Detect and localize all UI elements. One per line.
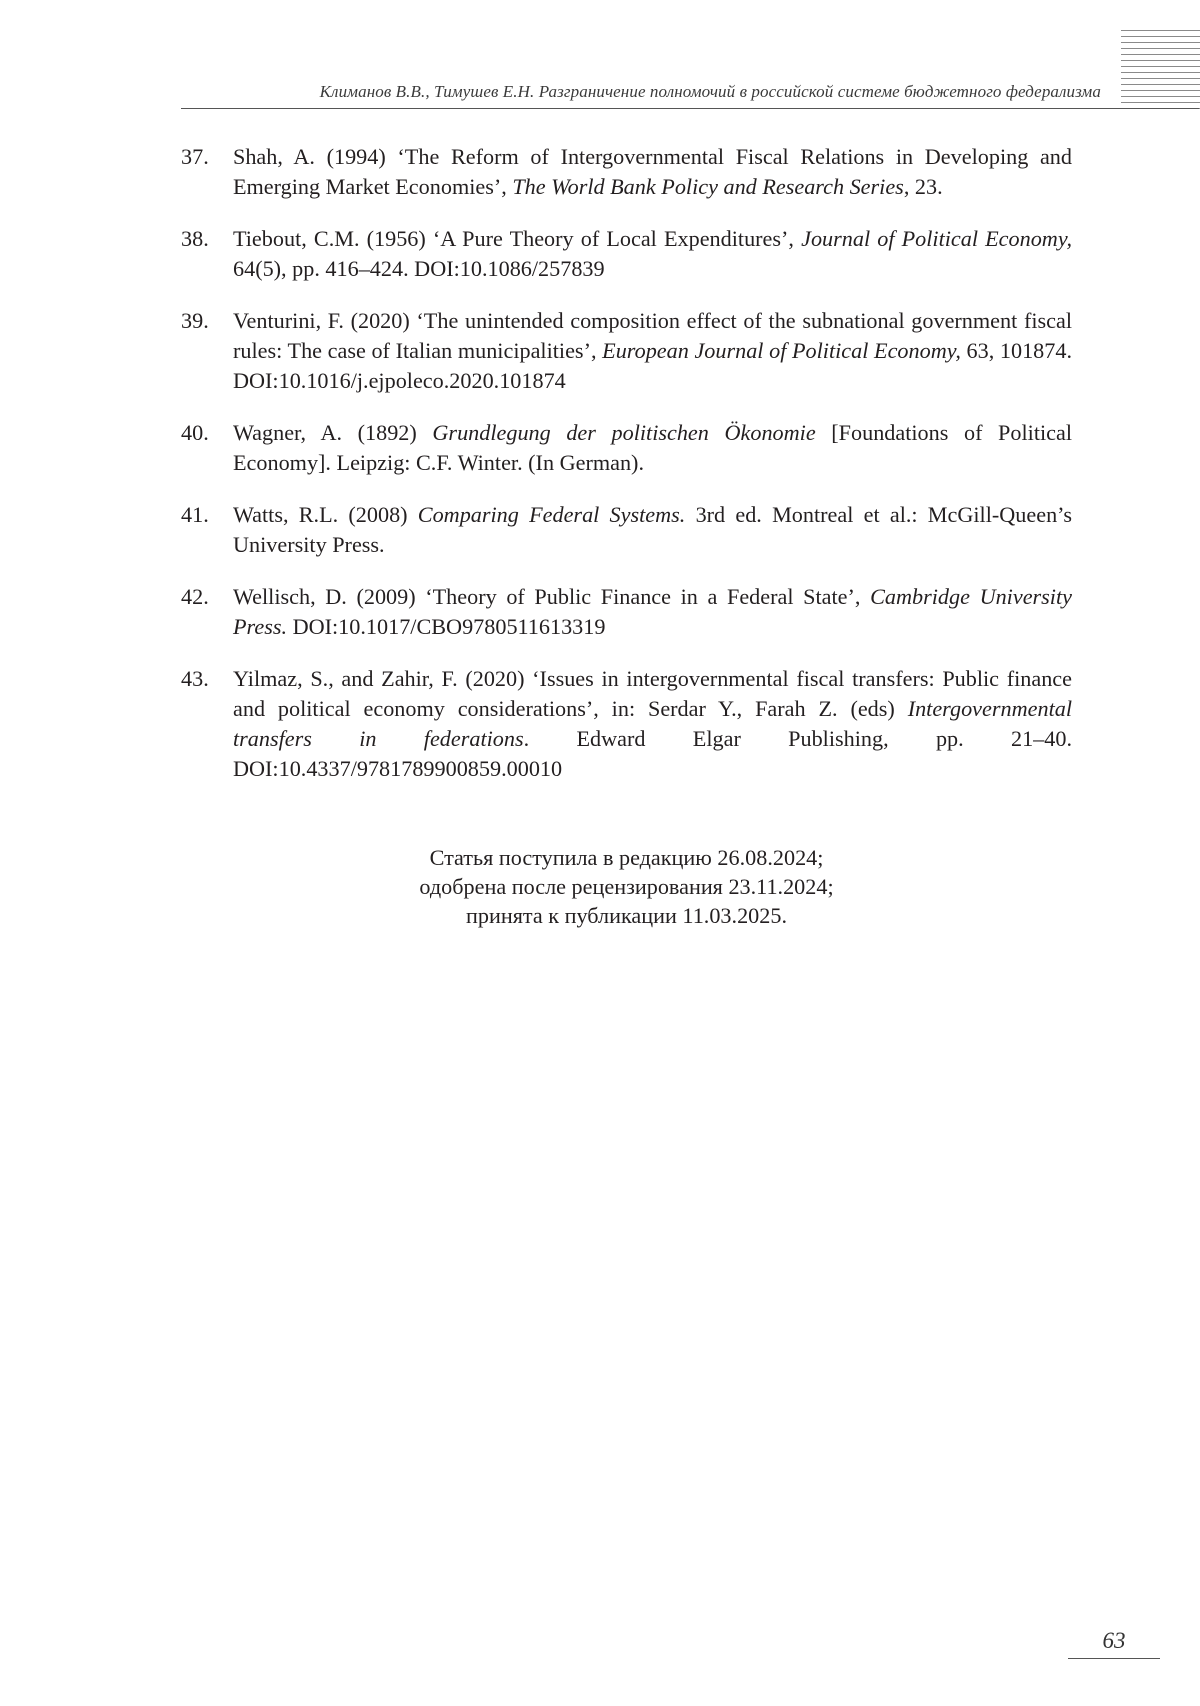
article-history-notice [181,843,1072,930]
header-stripes-decoration [1121,30,1200,110]
reference-text: Yilmaz, S., and Zahir, F. (2020) ‘Issues in intergovernmental fiscal transfers: Public finance and political economy considerations’, in: Serdar Y., Farah Z. (eds) Intergovernmental transfers in federations. Edward Elgar Publishing, pp. 21–40. DOI:10.4337/9781789900859.00010 [233,666,1073,781]
reviewed-date-line: одобрена после рецензирования 23.11.2024; [419,874,834,899]
reference-list [181,142,1072,806]
reference-number: 43. [181,666,209,691]
reference-item [181,418,1072,478]
running-head: Климанов В.В., Тимушев Е.Н. Разграничение полномочий в российской системе бюджетного федерализма [319,82,1101,101]
reference-text: Wagner, A. (1892) Grundlegung der politischen Ökonomie [Foundations of Political Economy]. Leipzig: C.F. Winter. (In German). [233,420,1073,475]
reference-item [181,224,1072,284]
reference-item [181,500,1072,560]
page-number-rule [1068,1658,1160,1659]
reference-number: 37. [181,144,209,169]
reference-number: 41. [181,502,209,527]
page-number: 63 [1102,1628,1126,1653]
reference-number: 38. [181,226,209,251]
accepted-date-line: принята к публикации 11.03.2025. [466,903,787,928]
reference-number: 40. [181,420,209,445]
reference-item [181,142,1072,202]
reference-item [181,582,1072,642]
reference-number: 42. [181,584,209,609]
reference-text: Shah, A. (1994) ‘The Reform of Intergovernmental Fiscal Relations in Developing and Emerging Market Economies’, The World Bank Policy and Research Series, 23. [233,144,1072,199]
reference-text: Watts, R.L. (2008) Comparing Federal Systems. 3rd ed. Montreal et al.: McGill-Queen’s University Press. [233,502,1072,557]
reference-item [181,664,1072,784]
reference-number: 39. [181,308,209,333]
reference-text: Venturini, F. (2020) ‘The unintended composition effect of the subnational government fiscal rules: The case of Italian municipalities’, European Journal of Political Economy, 63, 101874. DOI:10.1016/j.ejpoleco.2020.101874 [233,308,1073,393]
reference-item [181,306,1072,396]
received-date-line: Статья поступила в редакцию 26.08.2024; [429,845,824,870]
reference-text: Tiebout, C.M. (1956) ‘A Pure Theory of Local Expenditures’, Journal of Political Economy, 64(5), pp. 416–424. DOI:10.1086/257839 [233,226,1072,281]
reference-text: Wellisch, D. (2009) ‘Theory of Public Finance in a Federal State’, Cambridge University Press. DOI:10.1017/CBO9780511613319 [233,584,1072,639]
header-rule [181,108,1199,109]
